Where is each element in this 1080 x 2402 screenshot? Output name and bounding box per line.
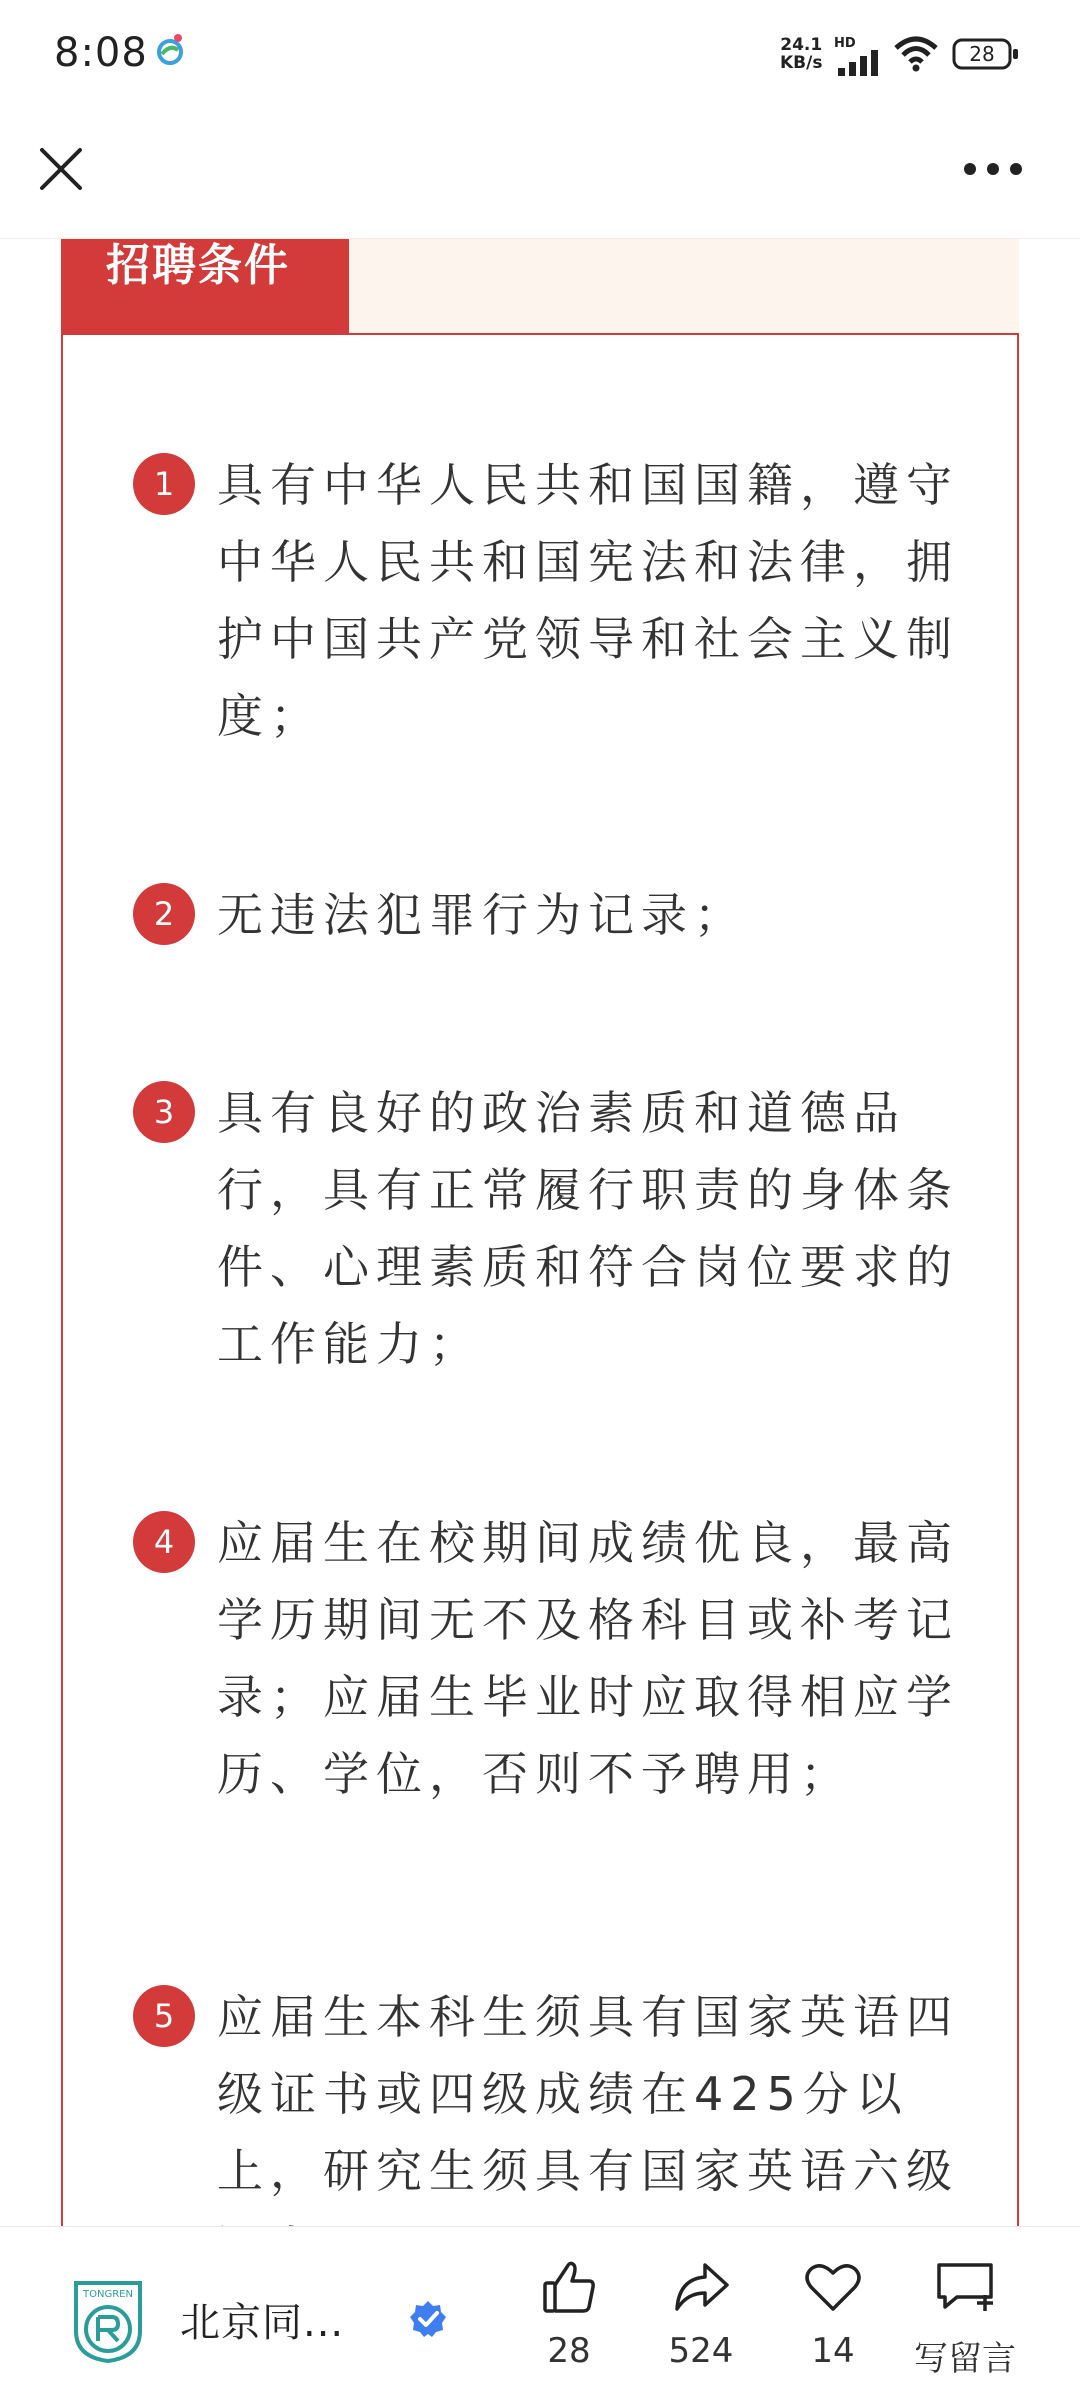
requirement-number-badge: 5 xyxy=(133,1985,195,2047)
bottom-action-bar xyxy=(0,2226,1080,2402)
verified-icon xyxy=(408,2299,448,2339)
favorite-button[interactable] xyxy=(768,2257,898,2371)
network-speed: 24.1 KB/s xyxy=(780,35,823,73)
requirement-text: 无违法犯罪行为记录； xyxy=(217,888,747,942)
article-content xyxy=(0,239,1080,2226)
like-button[interactable] xyxy=(504,2257,634,2371)
comment-label: 写留言 xyxy=(914,2339,1016,2379)
svg-text:TONGREN: TONGREN xyxy=(83,2289,133,2300)
share-count: 524 xyxy=(668,2331,734,2371)
thumbs-up-icon xyxy=(539,2257,599,2317)
requirement-number-badge: 3 xyxy=(133,1081,195,1143)
requirements-box xyxy=(61,333,1019,2335)
section-title-tab xyxy=(61,239,349,333)
app-notification-icon xyxy=(150,30,190,70)
share-icon xyxy=(671,2257,731,2317)
requirement-text: 应届生在校期间成绩优良，最高学历期间无不及格科目或补考记录；应届生毕业时应取得相应学历、学位，否则不予聘用； xyxy=(217,1516,959,1801)
share-button[interactable] xyxy=(636,2257,766,2371)
account-logo[interactable] xyxy=(70,2279,146,2363)
wifi-icon xyxy=(894,36,938,72)
comment-button[interactable] xyxy=(900,2257,1030,2380)
requirement-number-badge: 1 xyxy=(133,453,195,515)
status-time: 8:08 xyxy=(54,30,148,76)
more-icon[interactable] xyxy=(962,160,1024,178)
battery-indicator xyxy=(952,38,1020,70)
status-bar xyxy=(0,0,1080,110)
requirement-number-badge: 2 xyxy=(133,883,195,945)
top-nav xyxy=(0,110,1080,239)
section-title: 招聘条件 xyxy=(106,240,290,291)
comment-icon xyxy=(933,2257,997,2317)
signal-icon xyxy=(836,50,884,76)
account-name[interactable]: 北京同... xyxy=(180,2300,345,2346)
close-icon[interactable] xyxy=(36,144,86,194)
favorite-count: 14 xyxy=(811,2331,855,2371)
requirement-text: 应届生本科生须具有国家英语四级证书或四级成绩在425分以上，研究生须具有国家英语六级 xyxy=(217,1990,959,2198)
requirement-text: 具有中华人民共和国国籍，遵守中华人民共和国宪法和法律，拥护中国共产党领导和社会主义制度； xyxy=(217,458,959,743)
requirement-text: 具有良好的政治素质和道德品行，具有正常履行职责的身体条件、心理素质和符合岗位要求的工作能力； xyxy=(217,1086,959,1371)
hd-indicator: HD xyxy=(834,36,856,51)
battery-level: 28 xyxy=(969,42,995,66)
heart-icon xyxy=(803,2257,863,2317)
requirement-number-badge: 4 xyxy=(133,1511,195,1573)
like-count: 28 xyxy=(547,2331,591,2371)
